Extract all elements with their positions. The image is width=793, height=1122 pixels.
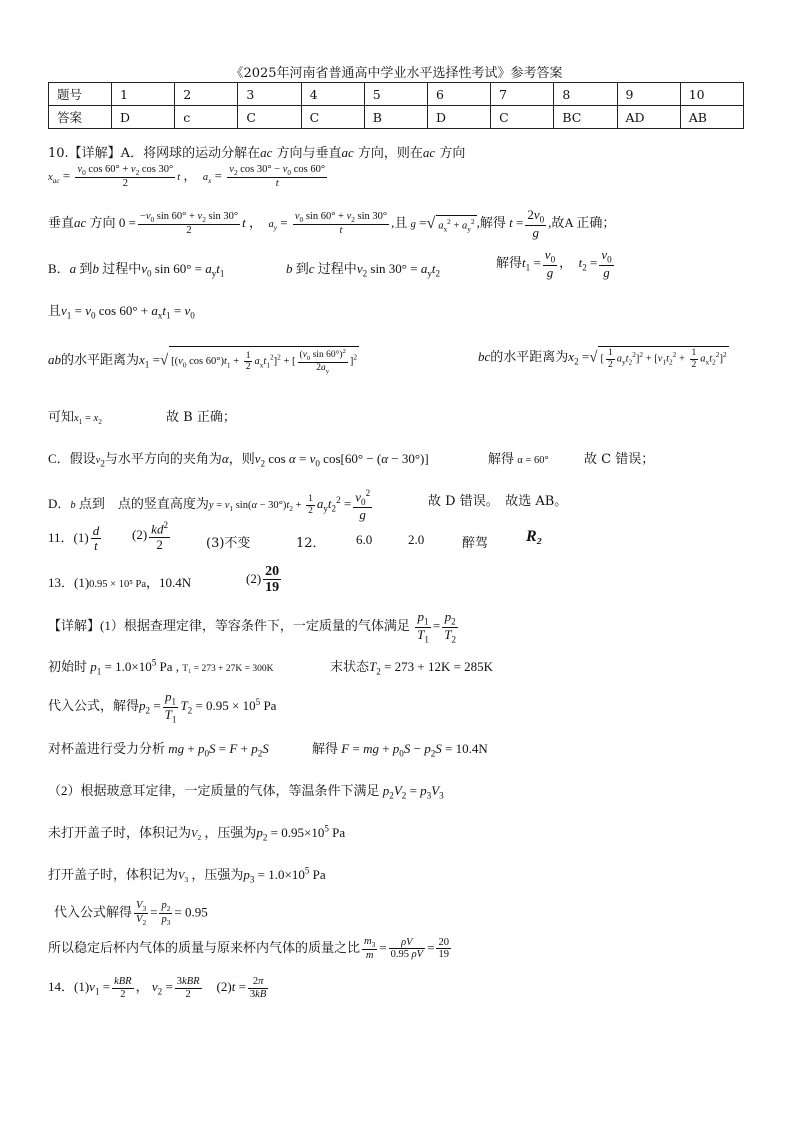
q11-part3: (3)不变	[206, 536, 251, 551]
q13-detail: 【详解】(1）根据查理定律，等容条件下，一定质量的气体满足 $\frac{p_1}{T_1}$ = $\frac{p_2}{T_2}$	[48, 609, 456, 645]
q13-force-solve: 解得 F = mg + $p_0S - p_2S = 10.4N$	[312, 741, 488, 759]
table-cell: B	[364, 106, 427, 129]
table-cell: 5	[364, 83, 427, 106]
q10-c-wrong: 故 C 错误；	[584, 452, 655, 467]
q11-answer: 11．(1) $\frac{d}{t}$	[48, 523, 100, 554]
table-cell: 7	[491, 83, 554, 106]
q10-option-b: B．a 到b 过程中$v_0$ $\sin 60^\circ = a_yt_1$	[48, 261, 225, 279]
q12-value-1: 6.0	[356, 532, 373, 547]
table-cell: 2	[175, 83, 238, 106]
table-cell: 6	[427, 83, 490, 106]
q10-b-correct: 故 B 正确；	[166, 410, 236, 425]
table-cell: AD	[617, 106, 680, 129]
q10-d-wrong: 故 D 错误。 故选 AB。	[428, 494, 568, 509]
q13-initial: 初始时 $p_1 = 1.0\times 10^5$ Pa , T₁ = 273 + 27K = 300K	[48, 657, 274, 677]
row-label-answer: 答案	[49, 106, 112, 129]
q10-bc-distance: bc的水平距离为$x_2$ =√ [ $\frac{1}{2}$ $a_yt_2^2]^2 + [v_1t_2^2$ + $\frac{1}{2}$ $a_xt_2^2]^2$	[478, 348, 727, 370]
q14-answer: 14．$(1)v_1$ = $\frac{\text{kBR}}{2}$ ， $v_2$ = $\frac{\text{3kBR}}{2}$ (2)t = $\frac{2\pi}{3kB}$	[48, 976, 267, 1000]
table-cell: C	[491, 106, 554, 129]
table-row	[49, 106, 744, 129]
table-cell: C	[301, 106, 364, 129]
q13-unopened: 未打开盖子时，体积记为$V_2$ ，压强为$p_2 = 0.95\times 10^5$ Pa	[48, 823, 346, 843]
q10-knowable: 可知$x_1 = x_2$	[48, 409, 102, 427]
q12-label: 12．	[296, 536, 326, 551]
q13-ratio: 所以稳定后杯内气体的质量与原来杯内气体的质量之比 $\frac{m_3}{m}$ = $\frac{\rho V}{0.95 \rho V}$ = $\frac{20}{19}$	[48, 936, 449, 962]
page-title: 《2025年河南省普通高中学业水平选择性考试》参考答案	[230, 66, 563, 81]
row-label-number: 题号	[49, 83, 112, 106]
q13-part2: (2) $\frac{20}{19}$	[246, 564, 280, 596]
q10-ab-distance: ab的水平距离为$x_1$ =√ [($v_0$ $\cos 60^\circ)t_1$ + $\frac{1}{2}$ $a_xt_1^2]^2$ + [ $\frac{(v_0 \sin 60^\circ)^2}{2a_y}$ ]$^2$	[48, 348, 358, 376]
q12-value-4: R₂	[526, 528, 543, 545]
q10-option-c: C．假设$v_2$与水平方向的夹角为α，则$v_2$ $\cos \alpha = v_0$ cos[60° − (α − 30°)]	[48, 451, 429, 469]
table-cell: 10	[680, 83, 743, 106]
q13-substitute-2: 代入公式解得 $\frac{V_3}{V_2}$ = $\frac{p_2}{p_3}$ = 0.95	[54, 900, 208, 928]
table-cell: 3	[238, 83, 301, 106]
q12-value-2: 2.0	[408, 532, 425, 547]
formula-perp: 垂直ac 方向 0 = $\frac{-v_0 \sin 60^\circ + v_2 \sin 30^\circ}{2}$ t ， $a_y$ = $\frac{v_0 \sin 60^\circ + v_2 \sin 30^\circ}{t}$ ,且 g =√ $a_x^2 + a_y^2$ ,解得 t = $\frac{2v_0}{g}$ ,故A 正确；	[48, 207, 616, 240]
formula-xac: $x_{ac}$ = $\frac{v_0 \cos 60^\circ + v_2 \cos 30^\circ}{2}$ t ， $a_x$ = $\frac{v_2 \cos 30^\circ - v_0 \cos 60^\circ}{t}$	[48, 164, 326, 190]
table-cell: D	[112, 106, 175, 129]
table-cell: BC	[554, 106, 617, 129]
q10-and: 且$v_1 = v_0$ $\cos 60^\circ + a_xt_1 = v_0$	[48, 303, 195, 321]
table-row	[49, 83, 744, 106]
table-cell: 4	[301, 83, 364, 106]
q13-answer: 13．(1)0.95 × 10⁵ Pa，10.4N	[48, 575, 192, 590]
q10-option-b-bc: b 到c 过程中$v_2$ $\sin 30^\circ = a_yt_2$	[286, 261, 441, 279]
table-cell: c	[175, 106, 238, 129]
q13-final: 末状态$T_2 = 273 + 12K = 285K$	[330, 659, 494, 677]
q10-c-solve: 解得 α = 60°	[488, 451, 549, 466]
q13-force: 对杯盖进行受力分析 mg + $p_0S = F + p_2S$	[48, 741, 269, 759]
q10-intro: 10.【详解】A．将网球的运动分解在ac 方向与垂直ac 方向，则在ac 方向	[48, 145, 466, 161]
q13-boyle: （2）根据玻意耳定律，一定质量的气体，等温条件下满足 $p_2V_2 = p_3V_3$	[48, 783, 444, 801]
q11-part2: (2) $\frac{kd^2}{2}$	[132, 520, 168, 552]
table-cell: C	[238, 106, 301, 129]
table-cell: 8	[554, 83, 617, 106]
table-cell: 1	[112, 83, 175, 106]
q10-option-d: D．b 点到 点的竖直高度为$y = v_1$ $\sin(\alpha - 30^\circ)t_2$ + $\frac{1}{2}$ $a_yt_2^2$ = $\frac{v_0^2}{g}$	[48, 488, 371, 522]
q13-opened: 打开盖子时，体积记为$V_3$ ，压强为$p_3 = 1.0\times 10^5$ Pa	[48, 865, 326, 885]
table-cell: 9	[617, 83, 680, 106]
q10-option-b-solve: 解得$t_1$ = $\frac{v_0}{g}$ ， $t_2$ = $\frac{v_0}{g}$	[496, 247, 612, 280]
table-cell: D	[427, 106, 490, 129]
q12-value-3: 醉驾	[462, 536, 489, 551]
answer-table	[48, 82, 744, 129]
q13-substitute: 代入公式，解得$p_2$ = $\frac{p_1}{T_1}$ $T_2 = 0.95 \times 10^5$ Pa	[48, 689, 277, 725]
table-cell: AB	[680, 106, 743, 129]
